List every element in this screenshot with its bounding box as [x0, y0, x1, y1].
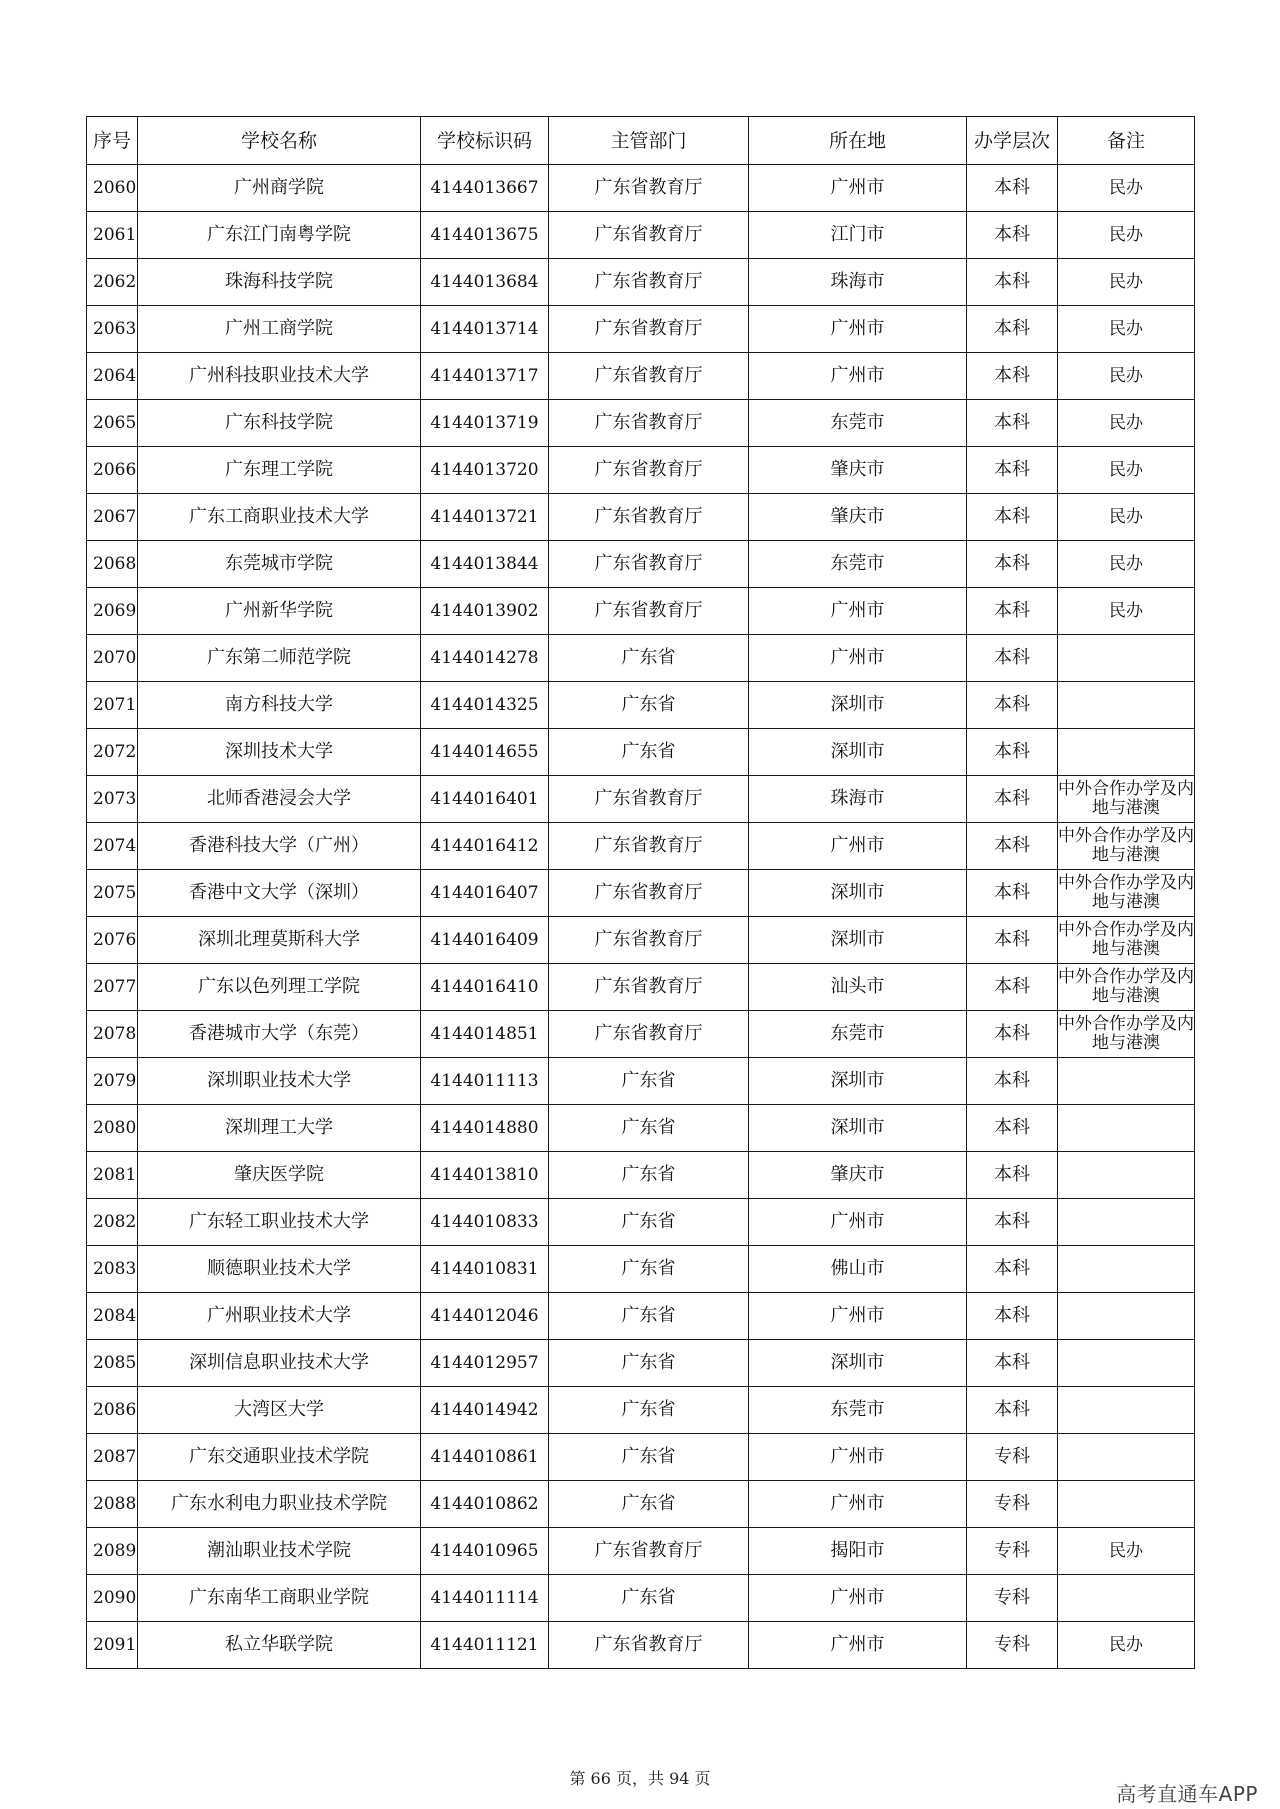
table-row [87, 306, 1195, 353]
school-code-cell: 4144014278 [421, 635, 549, 682]
authority-cell: 广东省 [549, 1481, 749, 1528]
serial-number-cell: 2079 [87, 1058, 138, 1105]
level-cell: 本科 [967, 1246, 1058, 1293]
school-code-cell: 4144013684 [421, 259, 549, 306]
remarks-cell: 民办 [1058, 588, 1195, 635]
level-cell: 本科 [967, 447, 1058, 494]
school-name-cell: 广东以色列理工学院 [138, 964, 421, 1011]
school-name-cell: 珠海科技学院 [138, 259, 421, 306]
location-cell: 珠海市 [749, 776, 967, 823]
level-cell: 本科 [967, 917, 1058, 964]
location-cell: 深圳市 [749, 729, 967, 776]
school-code-cell: 4144013719 [421, 400, 549, 447]
location-cell: 深圳市 [749, 917, 967, 964]
location-cell: 东莞市 [749, 541, 967, 588]
location-cell: 深圳市 [749, 1340, 967, 1387]
level-cell: 专科 [967, 1434, 1058, 1481]
serial-number-cell: 2082 [87, 1199, 138, 1246]
remarks-cell: 民办 [1058, 447, 1195, 494]
location-cell: 肇庆市 [749, 494, 967, 541]
authority-cell: 广东省教育厅 [549, 212, 749, 259]
serial-number-cell: 2071 [87, 682, 138, 729]
table-row [87, 494, 1195, 541]
level-cell: 本科 [967, 1152, 1058, 1199]
level-cell: 本科 [967, 635, 1058, 682]
level-cell: 本科 [967, 165, 1058, 212]
level-cell: 本科 [967, 964, 1058, 1011]
school-name-cell: 南方科技大学 [138, 682, 421, 729]
location-cell: 深圳市 [749, 682, 967, 729]
level-cell: 本科 [967, 729, 1058, 776]
table-row [87, 259, 1195, 306]
level-cell: 本科 [967, 1387, 1058, 1434]
school-code-cell: 4144010965 [421, 1528, 549, 1575]
remarks-cell: 民办 [1058, 306, 1195, 353]
school-name-cell: 大湾区大学 [138, 1387, 421, 1434]
location-cell: 广州市 [749, 1199, 967, 1246]
authority-cell: 广东省教育厅 [549, 588, 749, 635]
remarks-cell [1058, 1152, 1195, 1199]
header-remarks: 备注 [1058, 117, 1195, 165]
school-code-cell: 4144012957 [421, 1340, 549, 1387]
remarks-cell [1058, 729, 1195, 776]
table-row [87, 1481, 1195, 1528]
school-code-cell: 4144013714 [421, 306, 549, 353]
remarks-cell: 民办 [1058, 541, 1195, 588]
table-row [87, 1528, 1195, 1575]
table-row [87, 1293, 1195, 1340]
remarks-cell: 民办 [1058, 353, 1195, 400]
location-cell: 汕头市 [749, 964, 967, 1011]
school-name-cell: 深圳技术大学 [138, 729, 421, 776]
school-code-cell: 4144014851 [421, 1011, 549, 1058]
serial-number-cell: 2077 [87, 964, 138, 1011]
school-name-cell: 深圳北理莫斯科大学 [138, 917, 421, 964]
remarks-cell: 中外合作办学及内地与港澳 [1058, 917, 1195, 964]
authority-cell: 广东省教育厅 [549, 494, 749, 541]
authority-cell: 广东省教育厅 [549, 165, 749, 212]
remarks-cell: 中外合作办学及内地与港澳 [1058, 823, 1195, 870]
location-cell: 珠海市 [749, 259, 967, 306]
school-name-cell: 深圳理工大学 [138, 1105, 421, 1152]
remarks-cell [1058, 1575, 1195, 1622]
location-cell: 深圳市 [749, 870, 967, 917]
location-cell: 广州市 [749, 1622, 967, 1669]
level-cell: 专科 [967, 1528, 1058, 1575]
authority-cell: 广东省教育厅 [549, 1011, 749, 1058]
remarks-cell [1058, 1481, 1195, 1528]
authority-cell: 广东省教育厅 [549, 447, 749, 494]
header-authority: 主管部门 [549, 117, 749, 165]
remarks-cell [1058, 682, 1195, 729]
serial-number-cell: 2089 [87, 1528, 138, 1575]
location-cell: 广州市 [749, 353, 967, 400]
location-cell: 佛山市 [749, 1246, 967, 1293]
authority-cell: 广东省 [549, 1105, 749, 1152]
authority-cell: 广东省 [549, 1058, 749, 1105]
school-name-cell: 广东交通职业技术学院 [138, 1434, 421, 1481]
school-code-cell: 4144014655 [421, 729, 549, 776]
table-row [87, 1246, 1195, 1293]
header-level: 办学层次 [967, 117, 1058, 165]
location-cell: 肇庆市 [749, 447, 967, 494]
serial-number-cell: 2087 [87, 1434, 138, 1481]
table-row [87, 353, 1195, 400]
authority-cell: 广东省 [549, 1575, 749, 1622]
school-name-cell: 肇庆医学院 [138, 1152, 421, 1199]
authority-cell: 广东省 [549, 729, 749, 776]
location-cell: 肇庆市 [749, 1152, 967, 1199]
table-row [87, 1340, 1195, 1387]
table-row [87, 447, 1195, 494]
page-footer: 第 66 页，共 94 页 [569, 1769, 711, 1788]
school-name-cell: 东莞城市学院 [138, 541, 421, 588]
school-code-cell: 4144014942 [421, 1387, 549, 1434]
table-row [87, 1011, 1195, 1058]
remarks-cell: 民办 [1058, 259, 1195, 306]
location-cell: 广州市 [749, 306, 967, 353]
location-cell: 深圳市 [749, 1105, 967, 1152]
school-code-cell: 4144016409 [421, 917, 549, 964]
serial-number-cell: 2084 [87, 1293, 138, 1340]
school-code-cell: 4144010862 [421, 1481, 549, 1528]
remarks-cell [1058, 1246, 1195, 1293]
school-name-cell: 广东理工学院 [138, 447, 421, 494]
header-school-name: 学校名称 [138, 117, 421, 165]
school-name-cell: 北师香港浸会大学 [138, 776, 421, 823]
school-name-cell: 广州科技职业技术大学 [138, 353, 421, 400]
school-name-cell: 广州商学院 [138, 165, 421, 212]
remarks-cell: 中外合作办学及内地与港澳 [1058, 1011, 1195, 1058]
remarks-cell: 中外合作办学及内地与港澳 [1058, 776, 1195, 823]
school-code-cell: 4144014880 [421, 1105, 549, 1152]
school-code-cell: 4144011114 [421, 1575, 549, 1622]
header-serial-number: 序号 [87, 117, 138, 165]
table-row [87, 1105, 1195, 1152]
level-cell: 本科 [967, 353, 1058, 400]
remarks-cell: 中外合作办学及内地与港澳 [1058, 870, 1195, 917]
location-cell: 东莞市 [749, 400, 967, 447]
authority-cell: 广东省 [549, 1434, 749, 1481]
table-row [87, 212, 1195, 259]
school-code-cell: 4144016410 [421, 964, 549, 1011]
serial-number-cell: 2070 [87, 635, 138, 682]
table-row [87, 1152, 1195, 1199]
table-row [87, 541, 1195, 588]
authority-cell: 广东省 [549, 1199, 749, 1246]
school-name-cell: 广东科技学院 [138, 400, 421, 447]
school-code-cell: 4144016401 [421, 776, 549, 823]
level-cell: 本科 [967, 1293, 1058, 1340]
serial-number-cell: 2085 [87, 1340, 138, 1387]
level-cell: 本科 [967, 776, 1058, 823]
school-code-cell: 4144011113 [421, 1058, 549, 1105]
remarks-cell [1058, 1434, 1195, 1481]
table-row [87, 1575, 1195, 1622]
header-row [87, 117, 1195, 165]
table-row [87, 729, 1195, 776]
remarks-cell [1058, 1199, 1195, 1246]
remarks-cell [1058, 635, 1195, 682]
remarks-cell [1058, 1058, 1195, 1105]
location-cell: 广州市 [749, 1434, 967, 1481]
serial-number-cell: 2081 [87, 1152, 138, 1199]
header-location: 所在地 [749, 117, 967, 165]
school-name-cell: 广东江门南粤学院 [138, 212, 421, 259]
school-name-cell: 深圳信息职业技术大学 [138, 1340, 421, 1387]
serial-number-cell: 2073 [87, 776, 138, 823]
serial-number-cell: 2064 [87, 353, 138, 400]
level-cell: 本科 [967, 400, 1058, 447]
school-name-cell: 广东水利电力职业技术学院 [138, 1481, 421, 1528]
serial-number-cell: 2078 [87, 1011, 138, 1058]
authority-cell: 广东省教育厅 [549, 353, 749, 400]
serial-number-cell: 2068 [87, 541, 138, 588]
table-row [87, 1387, 1195, 1434]
remarks-cell: 民办 [1058, 212, 1195, 259]
table-row [87, 682, 1195, 729]
remarks-cell: 中外合作办学及内地与港澳 [1058, 964, 1195, 1011]
school-name-cell: 香港科技大学（广州） [138, 823, 421, 870]
serial-number-cell: 2065 [87, 400, 138, 447]
school-code-cell: 4144016412 [421, 823, 549, 870]
level-cell: 本科 [967, 494, 1058, 541]
remarks-cell [1058, 1340, 1195, 1387]
school-code-cell: 4144013667 [421, 165, 549, 212]
authority-cell: 广东省 [549, 682, 749, 729]
authority-cell: 广东省 [549, 1246, 749, 1293]
school-code-cell: 4144014325 [421, 682, 549, 729]
serial-number-cell: 2075 [87, 870, 138, 917]
school-name-cell: 广州新华学院 [138, 588, 421, 635]
location-cell: 江门市 [749, 212, 967, 259]
table-header [87, 117, 1195, 165]
authority-cell: 广东省 [549, 1152, 749, 1199]
serial-number-cell: 2062 [87, 259, 138, 306]
level-cell: 本科 [967, 306, 1058, 353]
table-row [87, 588, 1195, 635]
school-name-cell: 广东第二师范学院 [138, 635, 421, 682]
serial-number-cell: 2063 [87, 306, 138, 353]
school-name-cell: 广东南华工商职业学院 [138, 1575, 421, 1622]
authority-cell: 广东省教育厅 [549, 870, 749, 917]
level-cell: 本科 [967, 1105, 1058, 1152]
serial-number-cell: 2074 [87, 823, 138, 870]
level-cell: 本科 [967, 259, 1058, 306]
level-cell: 本科 [967, 212, 1058, 259]
school-name-cell: 广东轻工职业技术大学 [138, 1199, 421, 1246]
table-row [87, 1622, 1195, 1669]
table-row [87, 400, 1195, 447]
authority-cell: 广东省教育厅 [549, 1622, 749, 1669]
authority-cell: 广东省教育厅 [549, 776, 749, 823]
level-cell: 专科 [967, 1575, 1058, 1622]
remarks-cell: 民办 [1058, 494, 1195, 541]
school-code-cell: 4144016407 [421, 870, 549, 917]
location-cell: 广州市 [749, 635, 967, 682]
school-code-cell: 4144013721 [421, 494, 549, 541]
serial-number-cell: 2069 [87, 588, 138, 635]
remarks-cell [1058, 1293, 1195, 1340]
remarks-cell [1058, 1105, 1195, 1152]
school-code-cell: 4144013675 [421, 212, 549, 259]
school-name-cell: 广州工商学院 [138, 306, 421, 353]
authority-cell: 广东省 [549, 1340, 749, 1387]
table-row [87, 165, 1195, 212]
level-cell: 本科 [967, 823, 1058, 870]
school-name-cell: 香港城市大学（东莞） [138, 1011, 421, 1058]
school-name-cell: 广州职业技术大学 [138, 1293, 421, 1340]
school-code-cell: 4144010833 [421, 1199, 549, 1246]
authority-cell: 广东省 [549, 635, 749, 682]
authority-cell: 广东省教育厅 [549, 1528, 749, 1575]
serial-number-cell: 2060 [87, 165, 138, 212]
serial-number-cell: 2080 [87, 1105, 138, 1152]
location-cell: 广州市 [749, 823, 967, 870]
level-cell: 本科 [967, 870, 1058, 917]
level-cell: 本科 [967, 682, 1058, 729]
school-name-cell: 香港中文大学（深圳） [138, 870, 421, 917]
authority-cell: 广东省教育厅 [549, 259, 749, 306]
remarks-cell: 民办 [1058, 1622, 1195, 1669]
level-cell: 本科 [967, 1011, 1058, 1058]
serial-number-cell: 2083 [87, 1246, 138, 1293]
serial-number-cell: 2086 [87, 1387, 138, 1434]
authority-cell: 广东省教育厅 [549, 823, 749, 870]
table-body [87, 165, 1195, 1669]
authority-cell: 广东省教育厅 [549, 541, 749, 588]
table-row [87, 823, 1195, 870]
location-cell: 揭阳市 [749, 1528, 967, 1575]
school-list-table [86, 116, 1195, 1669]
school-name-cell: 深圳职业技术大学 [138, 1058, 421, 1105]
school-name-cell: 顺德职业技术大学 [138, 1246, 421, 1293]
school-code-cell: 4144013810 [421, 1152, 549, 1199]
school-code-cell: 4144010861 [421, 1434, 549, 1481]
serial-number-cell: 2076 [87, 917, 138, 964]
location-cell: 广州市 [749, 1575, 967, 1622]
authority-cell: 广东省 [549, 1387, 749, 1434]
school-code-cell: 4144013902 [421, 588, 549, 635]
table-row [87, 776, 1195, 823]
level-cell: 本科 [967, 541, 1058, 588]
location-cell: 东莞市 [749, 1011, 967, 1058]
school-code-cell: 4144010831 [421, 1246, 549, 1293]
authority-cell: 广东省教育厅 [549, 400, 749, 447]
remarks-cell: 民办 [1058, 165, 1195, 212]
level-cell: 本科 [967, 588, 1058, 635]
level-cell: 专科 [967, 1481, 1058, 1528]
level-cell: 专科 [967, 1622, 1058, 1669]
level-cell: 本科 [967, 1340, 1058, 1387]
serial-number-cell: 2066 [87, 447, 138, 494]
table-row [87, 1058, 1195, 1105]
serial-number-cell: 2067 [87, 494, 138, 541]
location-cell: 广州市 [749, 588, 967, 635]
authority-cell: 广东省教育厅 [549, 917, 749, 964]
serial-number-cell: 2091 [87, 1622, 138, 1669]
school-code-cell: 4144013844 [421, 541, 549, 588]
table-row [87, 870, 1195, 917]
school-name-cell: 私立华联学院 [138, 1622, 421, 1669]
header-school-code: 学校标识码 [421, 117, 549, 165]
serial-number-cell: 2072 [87, 729, 138, 776]
table-row [87, 964, 1195, 1011]
serial-number-cell: 2061 [87, 212, 138, 259]
remarks-cell: 民办 [1058, 400, 1195, 447]
school-name-cell: 潮汕职业技术学院 [138, 1528, 421, 1575]
location-cell: 广州市 [749, 165, 967, 212]
serial-number-cell: 2088 [87, 1481, 138, 1528]
school-code-cell: 4144011121 [421, 1622, 549, 1669]
table-row [87, 917, 1195, 964]
level-cell: 本科 [967, 1199, 1058, 1246]
school-code-cell: 4144013717 [421, 353, 549, 400]
school-name-cell: 广东工商职业技术大学 [138, 494, 421, 541]
school-code-cell: 4144013720 [421, 447, 549, 494]
watermark-text: 高考直通车APP [1116, 1782, 1258, 1806]
table-row [87, 1434, 1195, 1481]
authority-cell: 广东省教育厅 [549, 964, 749, 1011]
remarks-cell [1058, 1387, 1195, 1434]
authority-cell: 广东省 [549, 1293, 749, 1340]
table-row [87, 1199, 1195, 1246]
level-cell: 本科 [967, 1058, 1058, 1105]
school-code-cell: 4144012046 [421, 1293, 549, 1340]
remarks-cell: 民办 [1058, 1528, 1195, 1575]
location-cell: 广州市 [749, 1293, 967, 1340]
serial-number-cell: 2090 [87, 1575, 138, 1622]
location-cell: 广州市 [749, 1481, 967, 1528]
authority-cell: 广东省教育厅 [549, 306, 749, 353]
location-cell: 深圳市 [749, 1058, 967, 1105]
location-cell: 东莞市 [749, 1387, 967, 1434]
table-row [87, 635, 1195, 682]
